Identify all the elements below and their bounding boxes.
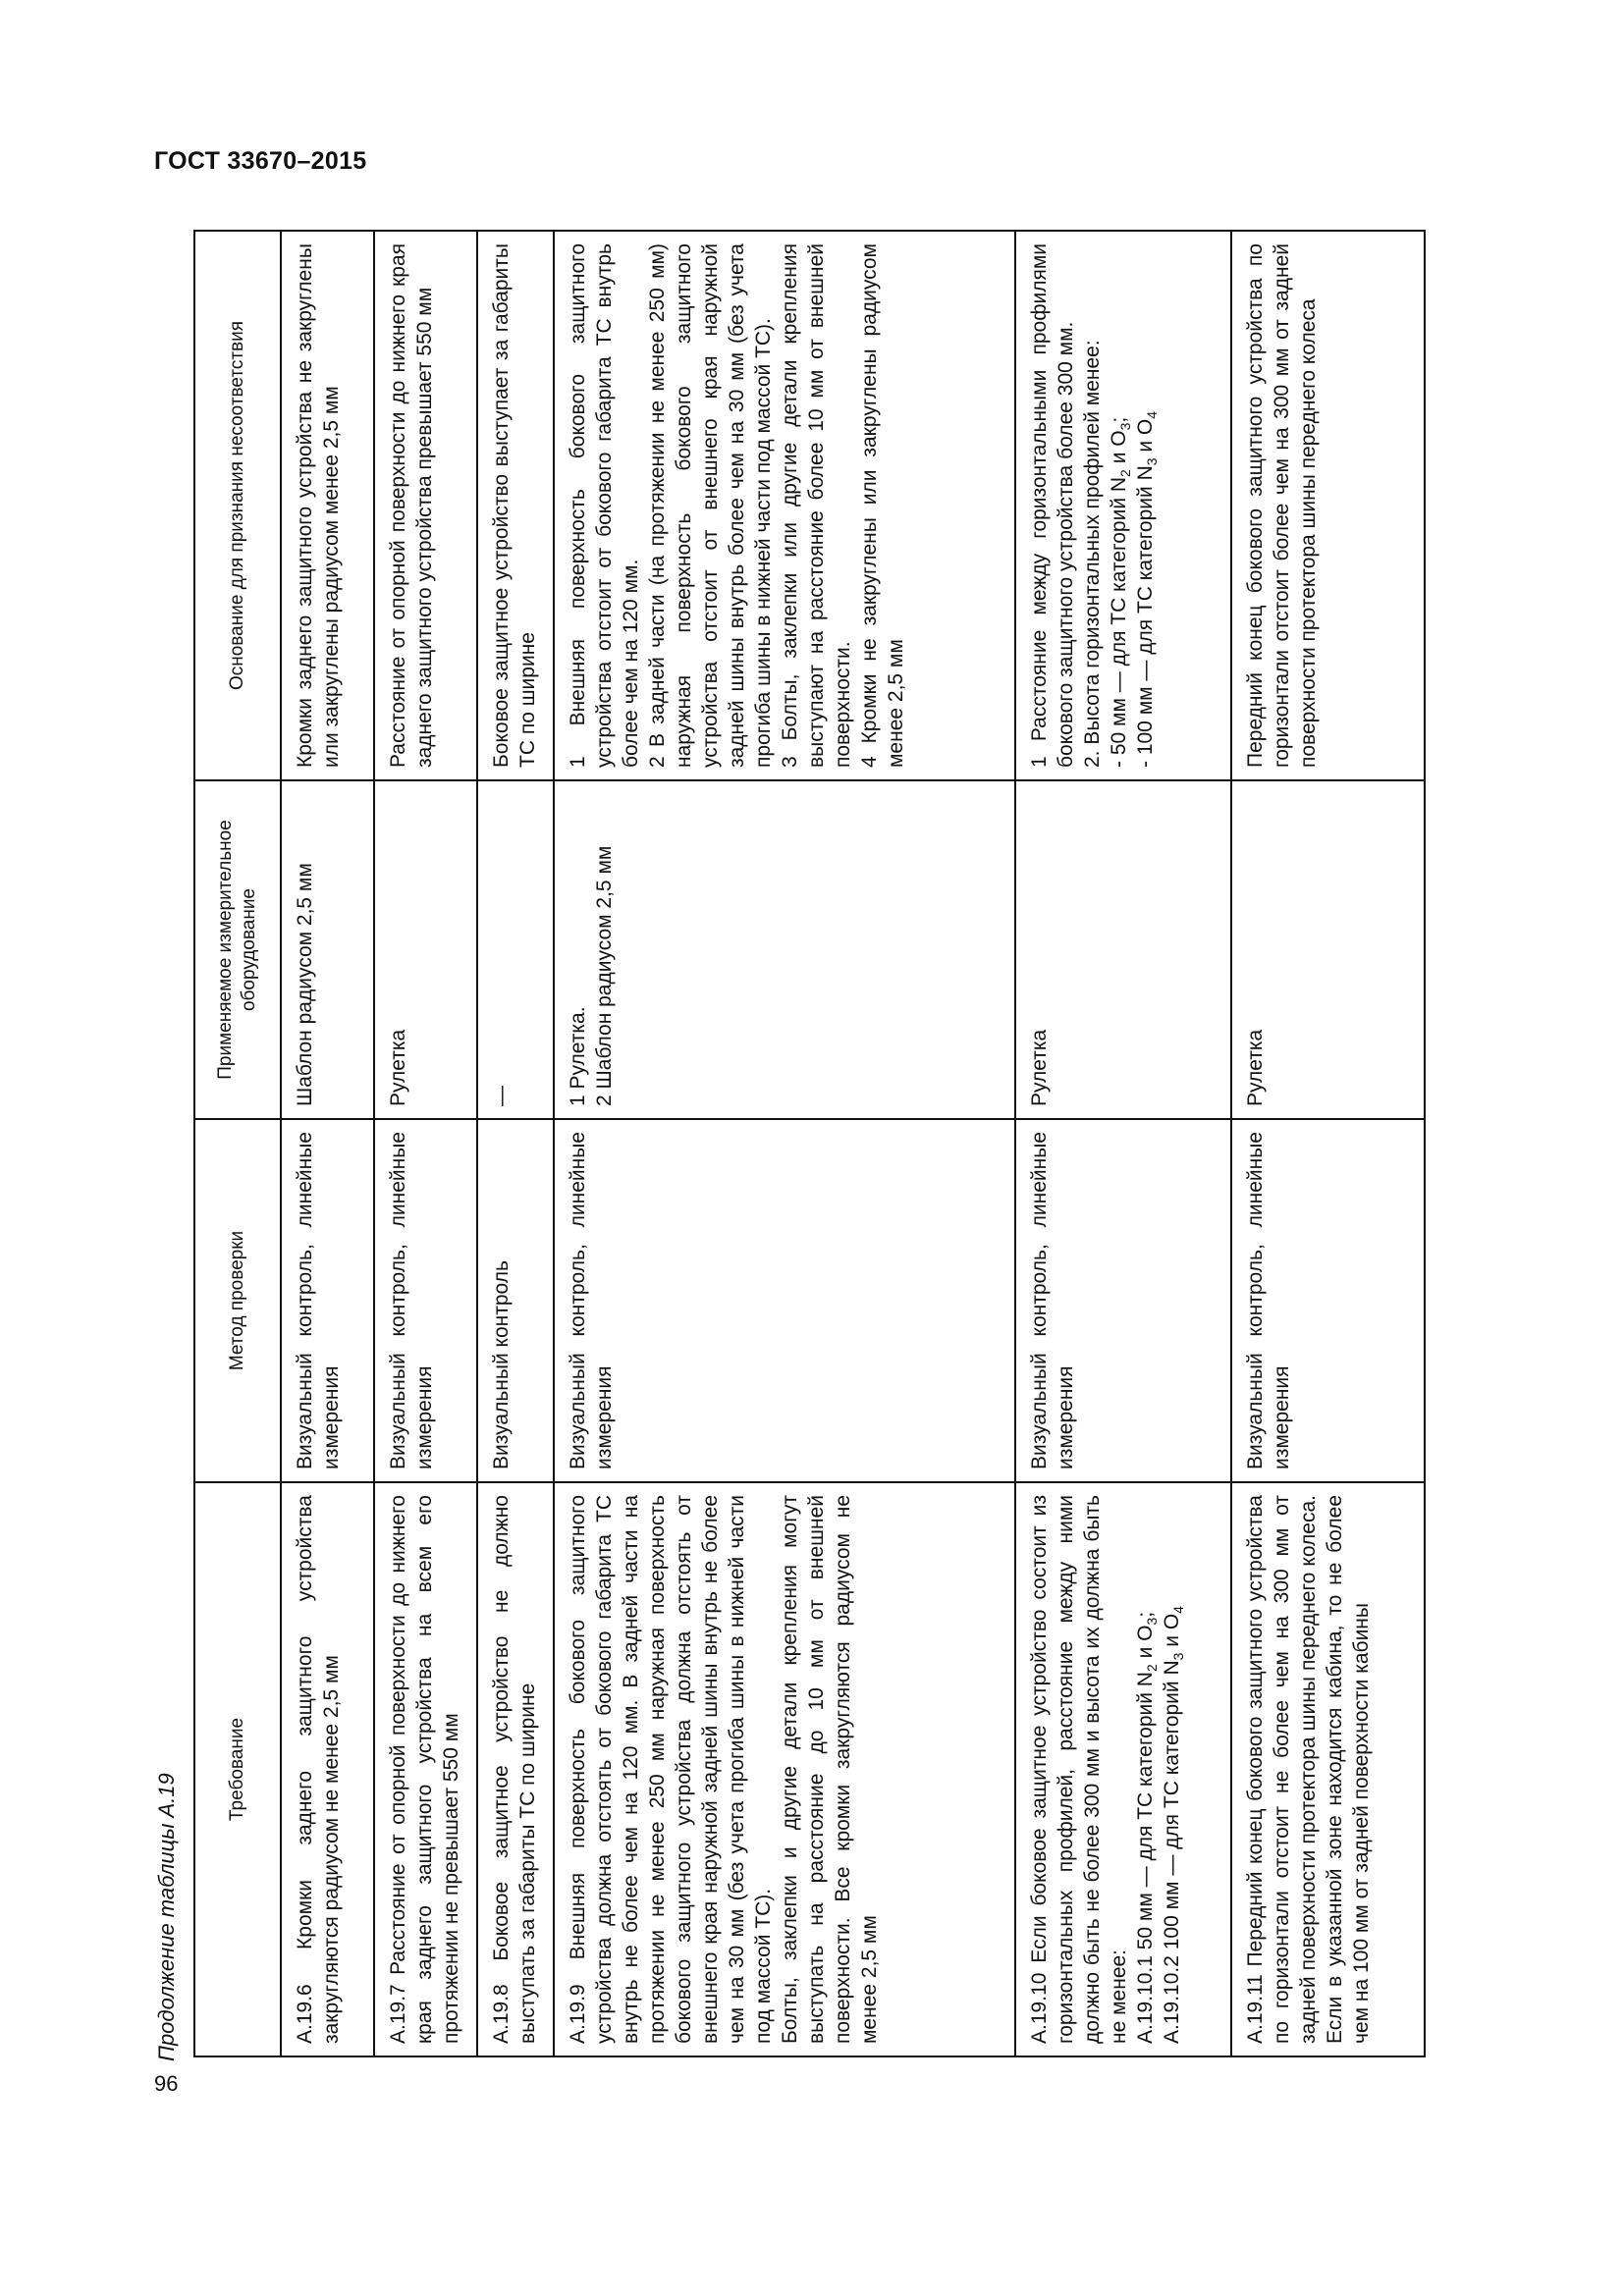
method-cell: Визуальный контроль, линейные измерения <box>374 1119 477 1482</box>
requirement-intro: А.19.10 Если боковое защитное устройство состоит из горизонтальных профилей, расстояние между ними должно быть не более 300 мм и высота их должна быть не менее: <box>1028 1495 1130 2044</box>
page-number: 96 <box>154 2071 179 2096</box>
basis-cell: Боковое защитное устройство выступает за габариты ТС по ширине <box>477 231 554 780</box>
basis-cell: Расстояние от опорной поверхности до нижнего края заднего защитного устройства превышает 550 мм <box>374 231 477 780</box>
method-cell: Визуальный контроль, линейные измерения <box>554 1119 1015 1482</box>
equipment-cell: Рулетка <box>1015 780 1231 1119</box>
basis-item-a: - 50 мм — для ТС категорий $N_2$ и $O_3$; <box>1108 416 1134 768</box>
table-row <box>281 231 374 2056</box>
basis-cell <box>1015 231 1231 780</box>
table-row <box>477 231 554 2056</box>
basis-cell: 1 Внешняя поверхность бокового защитного устройства отстоит от бокового габарита ТС внутрь более чем на 120 мм. 2 В задней части (на протяжении не менее 250 мм) наружная поверхность бокового защитного устройства отстоит от внешнего края наружной задней шины внутрь более чем на 30 мм (без учета прогиба шины в нижней части под массой ТС). 3 Болты, заклепки или другие детали крепления выступают на расстояние более 10 мм от внешней поверхности. 4 Кромки не закруглены или закруглены радиусом менее 2,5 мм <box>554 231 1015 780</box>
requirement-cell: А.19.7 Расстояние от опорной поверхности до нижнего края заднего защитного устройства на всем его протяжении не превышает 550 мм <box>374 1482 477 2056</box>
basis-cell: Передний конец бокового защитного устройства по горизонтали отстоит более чем на 300 мм от задней поверхности протектора шины переднего колеса <box>1231 231 1425 780</box>
column-header-equipment: Применяемое измерительное оборудование <box>194 780 281 1119</box>
table-row <box>1015 231 1231 2056</box>
method-cell: Визуальный контроль, линейные измерения <box>1015 1119 1231 1482</box>
equipment-cell: Рулетка <box>374 780 477 1119</box>
requirement-item-b: А.19.10.2 100 мм — для ТС категорий $N_3$ и $O_4$ <box>1161 1606 1187 2044</box>
requirement-cell: А.19.9 Внешняя поверхность бокового защитного устройства должна отстоять от бокового габарита ТС внутрь не более чем на 120 мм. В задней части на протяжении не менее 250 мм наружная поверхность бокового защитного устройства должна отстоять от внешнего края наружной задней шины внутрь не более чем на 30 мм (без учета прогиба шины в нижней части под массой ТС). Болты, заклепки и другие детали крепления могут выступать на расстояние до 10 мм от внешней поверхности. Все кромки закругляются радиусом не менее 2,5 мм <box>554 1482 1015 2056</box>
requirement-cell: А.19.6 Кромки заднего защитного устройства закругляются радиусом не менее 2,5 мм <box>281 1482 374 2056</box>
table-caption: Продолжение таблицы А.19 <box>154 1773 179 2061</box>
method-cell: Визуальный контроль, линейные измерения <box>281 1119 374 1482</box>
column-header-requirement: Требование <box>194 1482 281 2056</box>
table-row <box>554 231 1015 2056</box>
method-cell: Визуальный контроль, линейные измерения <box>1231 1119 1425 1482</box>
method-cell: Визуальный контроль <box>477 1119 554 1482</box>
table-row <box>374 231 477 2056</box>
table-row <box>1231 231 1425 2056</box>
table-header-row <box>194 231 281 2056</box>
basis-item-b: - 100 мм — для ТС категорий $N_3$ и $O_4$ <box>1134 410 1161 768</box>
document-title: ГОСТ 33670–2015 <box>154 147 367 175</box>
equipment-cell: Рулетка <box>1231 780 1425 1119</box>
rotated-table-container <box>193 232 1426 2057</box>
column-header-method: Метод проверки <box>194 1119 281 1482</box>
equipment-cell: 1 Рулетка. 2 Шаблон радиусом 2,5 мм <box>554 780 1015 1119</box>
requirement-cell: А.19.8 Боковое защитное устройство не должно выступать за габариты ТС по ширине <box>477 1482 554 2056</box>
requirement-cell: А.19.11 Передний конец бокового защитного устройства по горизонтали отстоит не более чем на 300 мм от задней поверхности протектора шины переднего колеса. Если в указанной зоне находится кабина, то не более чем на 100 мм от задней поверхности кабины <box>1231 1482 1425 2056</box>
equipment-cell: — <box>477 780 554 1119</box>
basis-intro: 1 Расстояние между горизонтальными профилями бокового защитного устройства более 300 мм. 2. Высота горизонтальных профилей менее: <box>1028 243 1104 768</box>
requirements-table <box>193 230 1426 2057</box>
basis-cell: Кромки заднего защитного устройства не закруглены или закруглены радиусом менее 2,5 мм <box>281 231 374 780</box>
requirement-item-a: А.19.10.1 50 мм — для ТС категорий $N_2$ и $O_3$; <box>1134 1611 1161 2044</box>
equipment-cell: Шаблон радиусом 2,5 мм <box>281 780 374 1119</box>
column-header-basis: Основание для признания несоответствия <box>194 231 281 780</box>
requirement-cell <box>1015 1482 1231 2056</box>
